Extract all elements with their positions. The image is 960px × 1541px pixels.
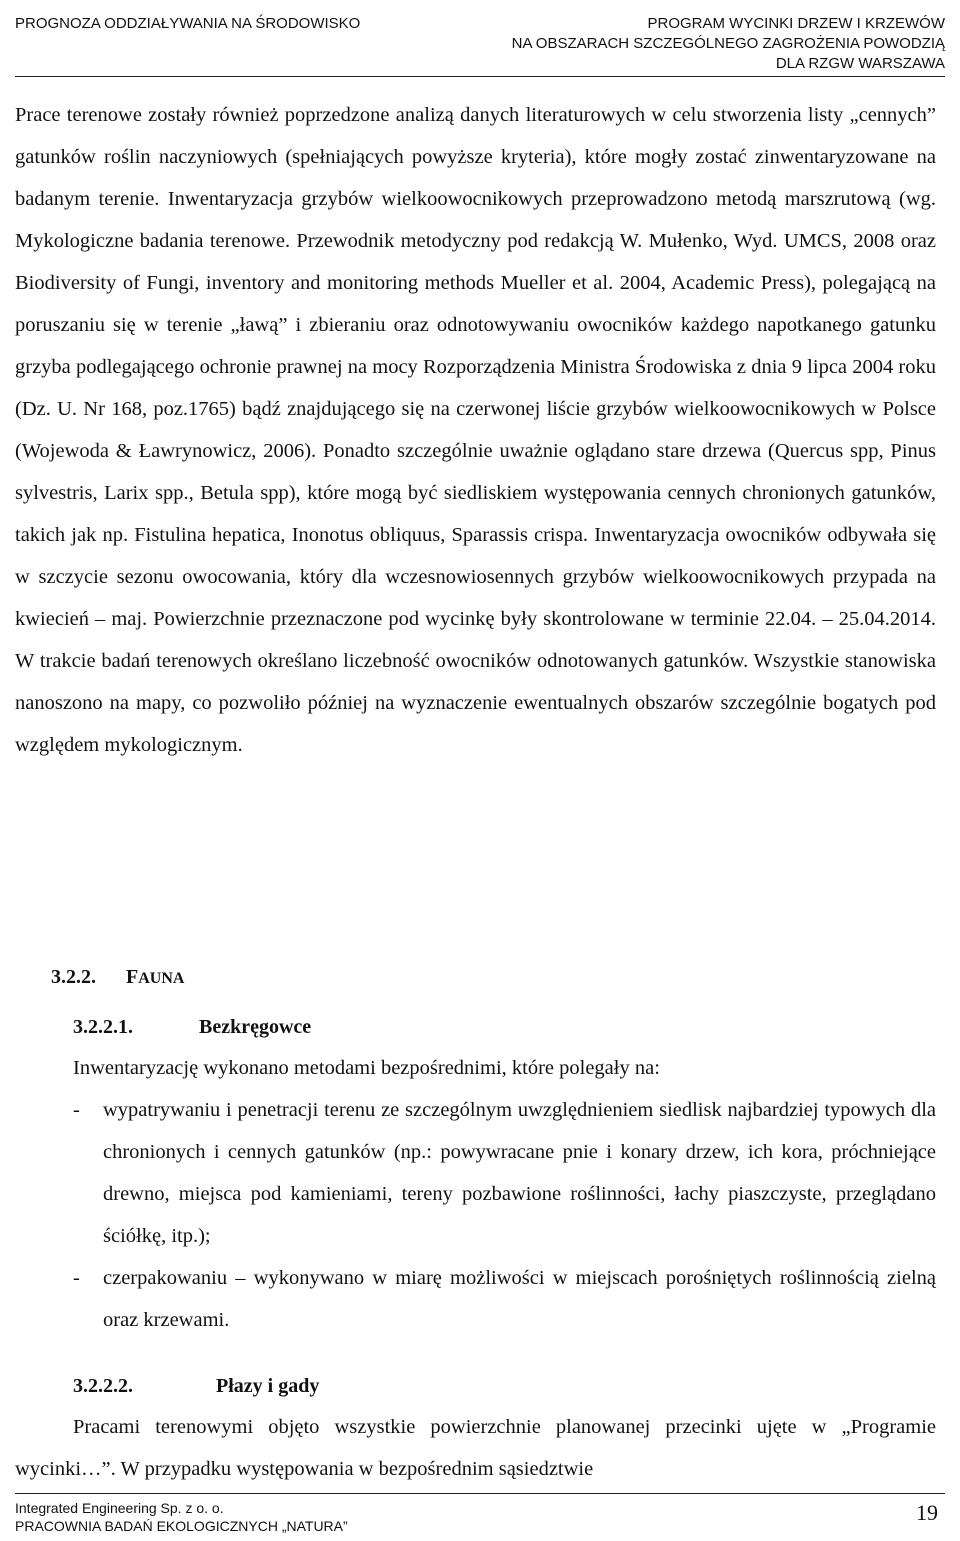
header-divider bbox=[15, 76, 945, 77]
header-right-line3: DLA RZGW WARSZAWA bbox=[775, 55, 945, 72]
footer-line1: Integrated Engineering Sp. z o. o. bbox=[15, 1500, 224, 1516]
header-right-line2: NA OBSZARACH SZCZEGÓLNEGO ZAGROŻENIA POWODZIĄ bbox=[511, 35, 945, 52]
intro-paragraph: Prace terenowe zostały również poprzedzone analizą danych literaturowych w celu stworzenia listy „cennych” gatunków roślin naczyniowych (spełniających powyższe kryteria), które mogły zostać zinwentaryzowane na badanym terenie. Inwentaryzacja grzybów wielkoowocnikowych przeprowadzono metodą marszrutową (wg. Mykologiczne badania terenowe. Przewodnik metodyczny pod redakcją W. Mułenko, Wyd. UMCS, 2008 oraz Biodiversity of Fungi, inventory and monitoring methods Mueller et al. 2004, Academic Press), polegającą na poruszaniu się w terenie „ławą” i zbieraniu oraz odnotowywaniu owocników każdego napotkanego gatunku grzyba podlegającego ochronie prawnej na mocy Rozporządzenia Ministra Środowiska z dnia 9 lipca 2004 roku (Dz. U. Nr 168, poz.1765) bądź znajdującego się na czerwonej liście grzybów wielkoowocnikowych w Polsce (Wojewoda & Ławrynowicz, 2006). Ponadto szczególnie uważnie oglądano stare drzewa (Quercus spp, Pinus sylvestris, Larix spp., Betula spp), które mogą być siedliskiem występowania cennych chronionych gatunków, takich jak np. Fistulina hepatica, Inonotus obliquus, Sparassis crispa. Inwentaryzacja owocników odbywała się w szczycie sezonu owocowania, który dla wczesnowiosennych grzybów wielkoowocnikowych przypada na kwiecień – maj. Powierzchnie przeznaczone pod wycinkę były skontrolowane w terminie 22.04. – 25.04.2014. W trakcie badań terenowych określano liczebność owocników odnotowanych gatunków. Wszystkie stanowiska nanoszono na mapy, co pozwoliło później na wyznaczenie ewentualnych obszarów szczególnie bogatych pod względem mykologicznym. bbox=[15, 104, 936, 756]
list-item: - wypatrywaniu i penetracji terenu ze szczególnym uwzględnieniem siedlisk najbardziej typowych dla chronionych i cennych gatunków (np.: powywracane pnie i konary drzew, ich kora, próchniejące drewno, miejsca pod kamieniami, tereny pozbawione roślinności, łachy piaszczyste, przeglądano ściółkę, itp.); bbox=[73, 1089, 936, 1257]
footer-company bbox=[15, 1499, 348, 1535]
subsection-heading-amphibians bbox=[73, 1375, 319, 1398]
section-title-initial: F bbox=[126, 966, 139, 988]
section-number: 3.2.2. bbox=[51, 966, 96, 988]
footer-line2: PRACOWNIA BADAŃ EKOLOGICZNYCH „NATURA” bbox=[15, 1518, 348, 1534]
page-number: 19 bbox=[916, 1500, 938, 1525]
amphibians-paragraph: Pracami terenowymi objęto wszystkie powierzchnie planowanej przecinki ujęte w „Programie wycinki…”. W przypadku występowania w bezpośrednim sąsiedztwie bbox=[15, 1416, 936, 1480]
header-right-title bbox=[512, 14, 945, 74]
section-heading-fauna bbox=[51, 966, 184, 989]
subsection-title: Płazy i gady bbox=[216, 1375, 320, 1397]
header-right-line1: PROGRAM WYCINKI DRZEW I KRZEWÓW bbox=[647, 15, 945, 32]
header-left-title: PROGNOZA ODDZIAŁYWANIA NA ŚRODOWISKO bbox=[15, 15, 361, 32]
subsection-number: 3.2.2.1. bbox=[73, 1016, 133, 1038]
methods-list bbox=[73, 1089, 936, 1341]
invertebrates-intro: Inwentaryzację wykonano metodami bezpośrednimi, które polegały na: bbox=[73, 1057, 660, 1079]
list-item: - czerpakowaniu – wykonywano w miarę możliwości w miejscach porośniętych roślinnością zielną oraz krzewami. bbox=[73, 1257, 936, 1341]
section-title-rest: AUNA bbox=[138, 970, 185, 987]
subsection-title: Bezkręgowce bbox=[199, 1016, 312, 1038]
subsection-number: 3.2.2.2. bbox=[73, 1375, 133, 1397]
footer-divider bbox=[15, 1493, 945, 1494]
subsection-heading-invertebrates bbox=[73, 1016, 311, 1039]
